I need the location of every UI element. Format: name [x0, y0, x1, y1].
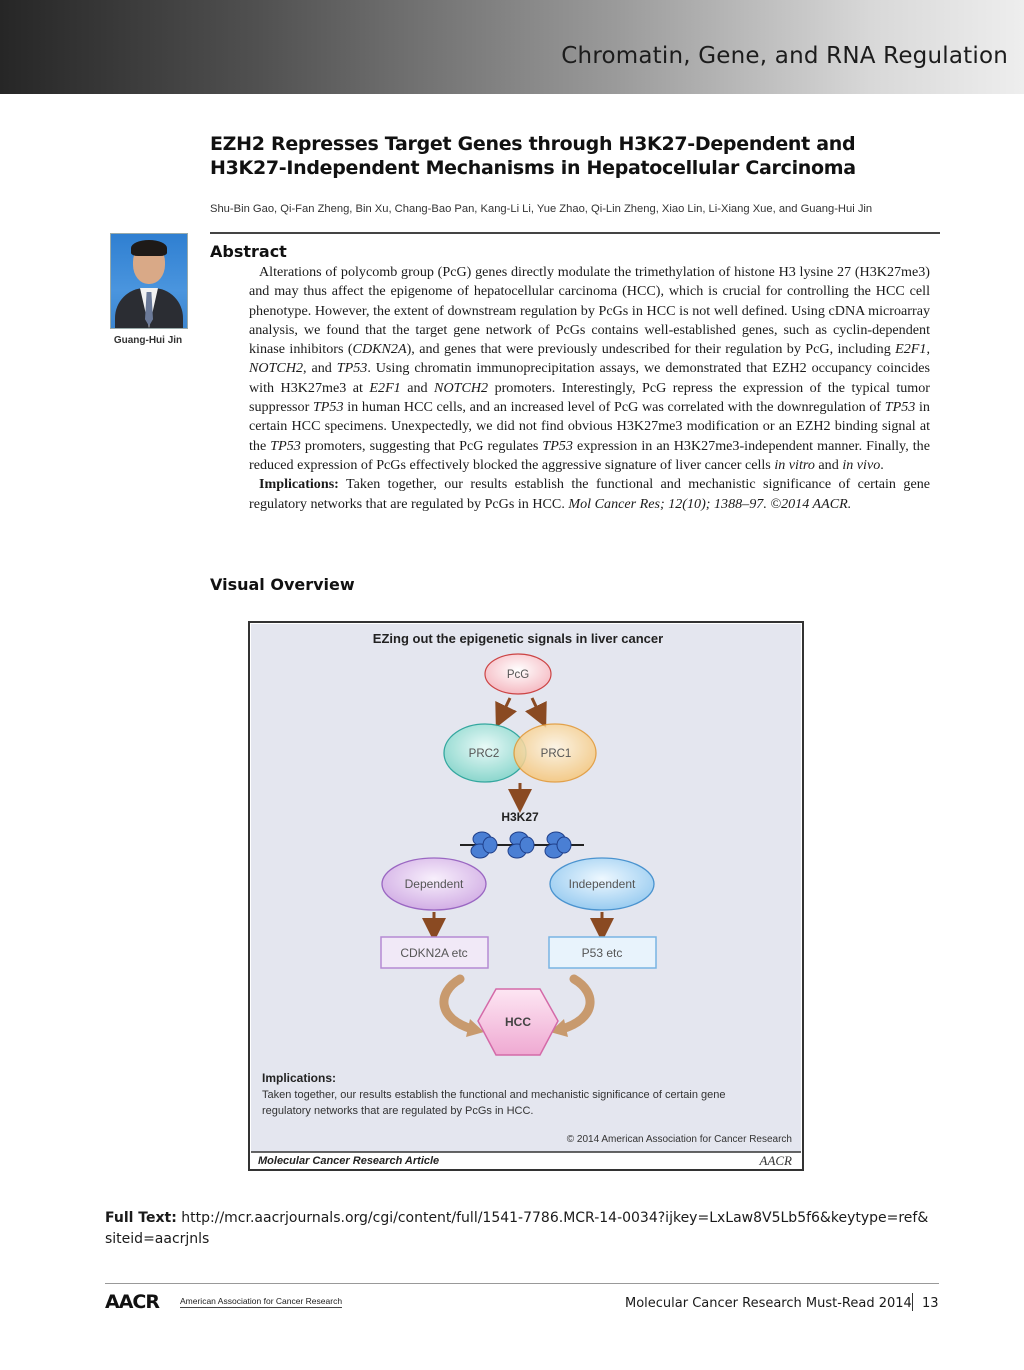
prc1-label: PRC1 — [540, 748, 572, 760]
cdkn2a-label: CDKN2A etc — [400, 946, 468, 960]
h3k27-label: H3K27 — [501, 810, 539, 824]
figure-implications-line-2: regulatory networks that are regulated by PcGs in HCC. — [262, 1105, 534, 1117]
pcg-label: PcG — [506, 669, 530, 681]
abstract-paragraph: Alterations of polycomb group (PcG) genes directly modulate the trimethylation of histone H3 lysine 27 (H3K27me3) and may thus affect the epigenome of hepatocellular carcinoma (HCC), which is crucial for controlling the HCC cell phenotype. However, the extent of downstream regulation by PcGs in HCC is not well defined. Using cDNA microarray analysis, we found that the target gene network of PcGs contains well-established genes, such as cyclin-dependent kinase inhibitors (CDKN2A), and genes that were previously undescribed for their regulation by PcG, including E2F1, NOTCH2, and TP53. Using chromatin immunoprecipitation assays, we demonstrated that EZH2 occupancy coincides with H3K27me3 at E2F1 and NOTCH2 promoters. Interestingly, PcG repress the expression of the typical tumor suppressor TP53 in human HCC cells, and an increased level of PcG was correlated with the downregulation of TP53 in certain HCC specimens. Unexpectedly, we did not find obvious H3K27me3 modification or an EZH2 binding signal at the TP53 promoters, suggesting that PcG regulates TP53 expression in an H3K27me3-independent manner. Finally, the reduced expression of PcGs effectively blocked the aggressive signature of liver cancer cells in vitro and in vivo. — [249, 264, 931, 473]
author-photo — [110, 233, 188, 329]
aacr-logo-text: American Association for Cancer Research — [180, 1296, 343, 1306]
header-divider — [210, 232, 940, 234]
footer-journal-title: Molecular Cancer Research Must-Read 2014 — [625, 1296, 912, 1311]
visual-overview-heading: Visual Overview — [210, 575, 355, 594]
hcc-label: HCC — [505, 1015, 531, 1029]
implications-paragraph: Implications: Taken together, our results establish the functional and mechanistic significance of certain gene regulatory networks that are regulated by PcGs in HCC. Mol Cancer Res; 12(10); 1388–97. ©2014 AACR. — [249, 476, 930, 512]
abstract-heading: Abstract — [210, 242, 287, 261]
page-number: 13 — [922, 1296, 939, 1311]
full-text-label: Full Text: — [105, 1210, 177, 1226]
footer-divider — [105, 1283, 939, 1284]
article-title-line-2: H3K27-Independent Mechanisms in Hepatocellular Carcinoma — [210, 157, 856, 179]
dependent-label: Dependent — [404, 877, 464, 891]
figure-implications-line-1: Taken together, our results establish the functional and mechanistic significance of certain gene — [262, 1089, 726, 1101]
figure-copyright: © 2014 American Association for Cancer Research — [566, 1134, 792, 1145]
author-list: Shu-Bin Gao, Qi-Fan Zheng, Bin Xu, Chang-Bao Pan, Kang-Li Li, Yue Zhao, Qi-Lin Zheng, Xiao Lin, Li-Xiang Xue, and Guang-Hui Jin — [210, 203, 873, 215]
author-photo-caption: Guang-Hui Jin — [113, 335, 183, 346]
abstract-body — [249, 263, 930, 514]
figure-implications-heading: Implications: — [262, 1071, 337, 1085]
article-title-line-1: EZH2 Represses Target Genes through H3K27-Dependent and — [210, 133, 856, 155]
figure-title: EZing out the epigenetic signals in liver cancer — [372, 631, 664, 646]
aacr-figure-logo: AACR — [759, 1153, 792, 1168]
footer-separator — [912, 1293, 913, 1311]
visual-overview-figure — [248, 621, 804, 1171]
full-text-url-line-1[interactable]: http://mcr.aacrjournals.org/cgi/content/full/1541-7786.MCR-14-0034?ijkey=LxLaw8V5Lb5f6&keytype=ref& — [181, 1210, 929, 1226]
section-title: Chromatin, Gene, and RNA Regulation — [561, 43, 1008, 69]
prc2-label: PRC2 — [468, 748, 500, 760]
full-text-url-line-2[interactable]: siteid=aacrjnls — [105, 1231, 210, 1247]
p53-label: P53 etc — [581, 946, 623, 960]
page-banner — [0, 0, 1024, 94]
independent-label: Independent — [568, 877, 636, 891]
figure-footer-label: Molecular Cancer Research Article — [258, 1155, 440, 1167]
full-text-link[interactable] — [105, 1208, 965, 1250]
aacr-logo: AACR — [105, 1291, 159, 1313]
article-title — [210, 132, 930, 180]
